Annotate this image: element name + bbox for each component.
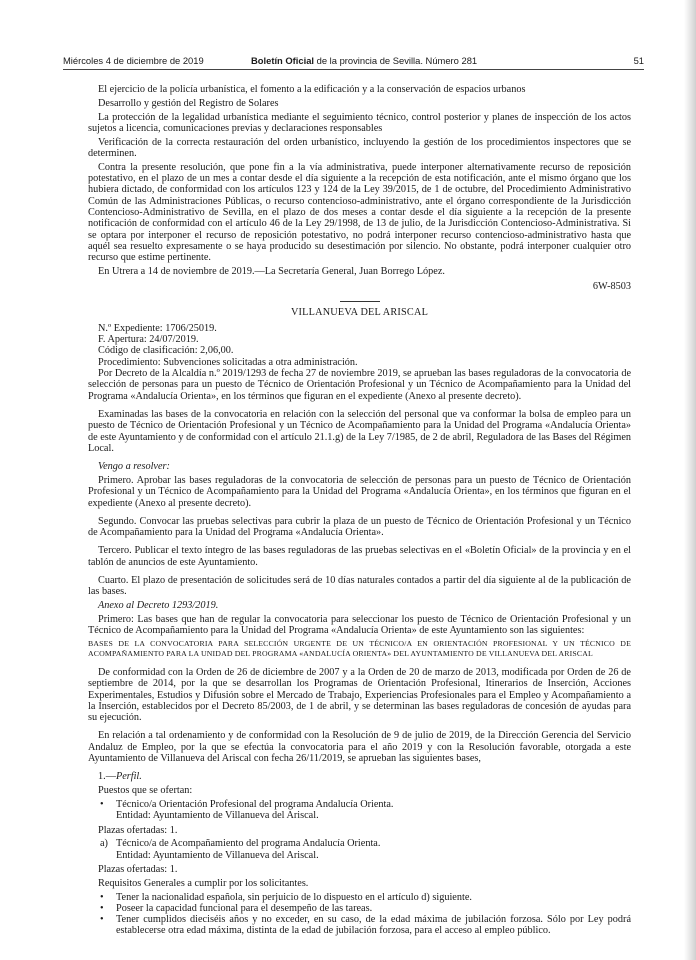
list-item-detail: Entidad: Ayuntamiento de Villanueva del Ariscal. <box>116 849 319 861</box>
meta-line: N.º Expediente: 1706/25019. <box>98 322 217 334</box>
signature-line: En Utrera a 14 de noviembre de 2019.—La Secretaría General, Juan Borrego López. <box>98 265 445 277</box>
section-title: VILLANUEVA DEL ARISCAL <box>290 306 429 318</box>
paragraph: Puestos que se ofertan: <box>98 785 193 797</box>
header-publication-rest: de la provincia de Sevilla. Número 281 <box>314 55 478 66</box>
page-edge-shadow <box>684 0 696 960</box>
paragraph: El ejercicio de la policía urbanística, el fomento a la edificación y a la conservación de espacios urbanos <box>98 84 526 95</box>
paragraph: Plazas ofertadas: 1. <box>98 824 178 836</box>
bullet-marker: • <box>100 914 104 926</box>
paragraph: Primero: Las bases que han de regular la convocatoria para seleccionar los puesto de Técnico de Orientación Profesional y un Técnico de Acompañamiento para la Unidad del Programa «Andalucía Orienta» de este Ayuntamiento son las siguientes: <box>88 613 631 637</box>
paragraph: Requisitos Generales a cumplir por los solicitantes. <box>98 877 309 889</box>
paragraph: Segundo. Convocar las pruebas selectivas para cubrir la plaza de un puesto de Técnico de Orientación Profesional y un Técnico de Acompañamiento para la Unidad del Programa «Andalucía Orienta». <box>88 515 631 539</box>
list-item-text: Poseer la capacidad funcional para el desempeño de las tareas. <box>116 902 373 914</box>
list-item <box>88 892 631 903</box>
meta-line: Código de clasificación: 2,06,00. <box>98 345 234 357</box>
paragraph: Plazas ofertadas: 1. <box>98 863 178 875</box>
reference-code: 6W-8503 <box>592 281 631 293</box>
header-publication-bold: Boletín Oficial <box>251 55 315 66</box>
section-separator <box>340 301 380 302</box>
header-date: Miércoles 4 de diciembre de 2019 <box>63 55 204 66</box>
paragraph: Tercero. Publicar el texto íntegro de las bases reguladoras de las pruebas selectivas en el «Boletín Oficial» de la provincia y en el tablón de anuncios de este Ayuntamiento. <box>88 545 631 568</box>
page-header <box>63 53 644 69</box>
list-item-text: Tener cumplidos dieciséis años y no exceder, en su caso, de la edad máxima de jubilación forzosa. Sólo por Ley podrá establecerse otra edad máxima, distinta de la edad de jubilación forzosa, para el acceso al empleo público. <box>116 914 631 937</box>
paragraph: Contra la presente resolución, que pone fin a la vía administrativa, puede interponer alternativamente recurso de reposición potestativo, en el plazo de un mes a contar desde el día siguiente a la recepción de esta notificación, ante el mismo órgano que los hubiera dictado, de conformidad con los artículos 123 y 124 de la Ley 39/2015, de 1 de octubre, del Procedimiento Administrativo Común de las Administraciones Públicas, o recurso contencioso-administrativo, ante el órgano correspondiente de la Jurisdicción Contencioso-Administrativo de Sevilla, en el plazo de dos meses a contar desde el día siguiente a la recepción de la presente notificación de conformidad con el artículo 46 de la Ley 29/1998, de 13 de julio, de la Jurisdicción Contencioso-Administrativa. Si se optara por interponer el recurso de reposición potestativo, no podrá interponer recurso contencioso-administrativo hasta que aquél sea resuelto expresamente o se haya producido su desestimación por silencio. No obstante, podrá interponer cualquier otro recurso que estime pertinente. <box>88 161 631 264</box>
paragraph: La protección de la legalidad urbanística mediante el seguimiento técnico, control posterior y planes de inspección de los actos sujetos a licencia, comunicaciones previas y declaraciones responsables <box>88 111 631 134</box>
perfil-heading <box>88 771 631 782</box>
list-item <box>88 838 631 849</box>
list-item <box>88 914 631 937</box>
header-page-number: 51 <box>633 55 644 66</box>
paragraph: Desarrollo y gestión del Registro de Solares <box>98 97 279 109</box>
list-item <box>88 799 631 810</box>
list-item-detail: Entidad: Ayuntamiento de Villanueva del Ariscal. <box>116 810 319 822</box>
list-item-text: Tener la nacionalidad española, sin perjuicio de lo dispuesto en el artículo d) siguiente. <box>116 891 472 903</box>
list-item-text: Técnico/a Orientación Profesional del programa Andalucía Orienta. <box>116 798 394 810</box>
paragraph: Cuarto. El plazo de presentación de solicitudes será de 10 días naturales contados a partir del día siguiente al de la publicación de las bases. <box>88 574 631 598</box>
list-item <box>88 903 631 914</box>
bullet-marker: • <box>100 902 104 914</box>
document-body <box>88 84 631 937</box>
annex-heading: Anexo al Decreto 1293/2019. <box>98 600 219 612</box>
list-marker: a) <box>100 838 108 850</box>
meta-line: F. Apertura: 24/07/2019. <box>98 334 199 346</box>
paragraph: Verificación de la correcta restauración del orden urbanístico, incluyendo la gestión de los procedimientos inspectores que se determinen. <box>88 136 631 159</box>
bullet-marker: • <box>100 891 104 903</box>
bullet-marker: • <box>100 798 104 810</box>
paragraph: Examinadas las bases de la convocatoria en relación con la selección del personal que va conformar la bolsa de empleo para un puesto de Técnico de Orientación Profesional y un Técnico de Acompañamiento para la Unidad del Programa «Andalucía Orienta» de este Ayuntamiento y de conformidad con el artículo 21.1.g) de la Ley 7/1985, de 2 de abril, Reguladora de las Bases del Régimen Local. <box>88 408 632 454</box>
perfil-label: Perfil. <box>115 771 142 783</box>
perfil-number: 1.— <box>98 771 116 783</box>
meta-line: Procedimiento: Subvenciones solicitadas a otra administración. <box>98 356 358 368</box>
header-publication <box>251 53 477 69</box>
paragraph: De conformidad con la Orden de 26 de diciembre de 2007 y a la Orden de 20 de marzo de 2013, modificada por Orden de 26 de septiembre de 2014, por la que se desarrollan los Programas de Orientación Profesional, Itinerarios de Inserción, Acciones Experimentales, Estudios y Difusión sobre el Mercado de Trabajo, Experiencias Profesionales para el Empleo y Acompañamiento a la Inserción, establecidos por el Decreto 85/2003, de 1 de abril, y se determinan las bases reguladoras de concesión de ayudas para su ejecución. <box>88 666 631 724</box>
list-item-text: Técnico/a de Acompañamiento del programa Andalucía Orienta. <box>116 838 381 850</box>
expediente-meta <box>88 323 631 368</box>
resolve-heading: Vengo a resolver: <box>98 461 170 473</box>
bases-title: BASES DE LA CONVOCATORIA PARA SELECCIÓN URGENTE DE UN TÉCNICO/A EN ORIENTACIÓN PROFESIONAL Y UN TÉCNICO DE ACOMPAÑAMIENTO PARA LA UNIDAD DEL PROGRAMA «ANDALUCÍA ORIENTA» DEL AYUNTAMIENTO DE VILLANUEVA DEL ARISCAL <box>88 638 631 659</box>
paragraph: Por Decreto de la Alcaldía n.º 2019/1293 de fecha 27 de noviembre 2019, se aprueban las bases reguladoras de la convocatoria de selección de personas para un puesto de Técnico de Orientación Profesional y un Técnico de Acompañamiento para la Unidad del Programa «Andalucía Orienta», en los términos que figuran en el expediente (Anexo al presente decreto). <box>88 368 631 402</box>
paragraph: En relación a tal ordenamiento y de conformidad con la Resolución de 9 de julio de 2019, de la Dirección Gerencia del Servicio Andaluz de Empleo, por la que se efectúa la convocatoria para el año 2019 y con la Resolución favorable, otorgada a este Ayuntamiento de Villanueva del Ariscal con fecha 26/11/2019, se aprueban las siguientes bases, <box>88 730 631 765</box>
header-rule <box>63 69 644 70</box>
paragraph: Primero. Aprobar las bases reguladoras de la convocatoria de selección de personas para un puesto de Técnico de Orientación Profesional y un Técnico de Acompañamiento para la Unidad del Programa «Andalucía Orienta», en los términos que figuran en el expediente (Anexo al presente decreto). <box>88 474 631 509</box>
